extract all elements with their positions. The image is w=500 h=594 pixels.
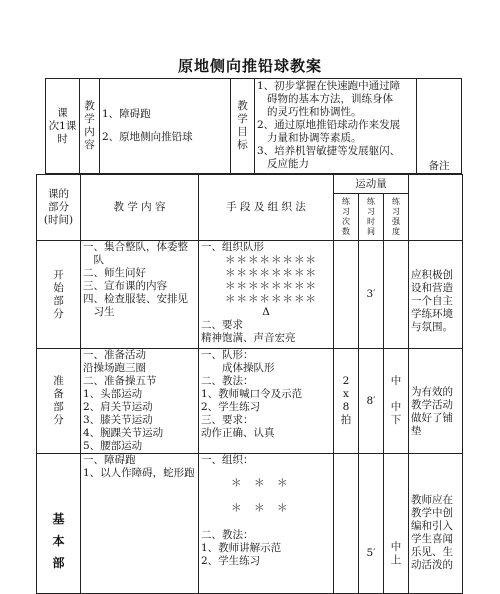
lesson-table bbox=[36, 174, 463, 594]
note-column-header bbox=[409, 175, 463, 241]
intensity-cell bbox=[384, 241, 409, 349]
note-cell: 应积极创 设和营造 一个自主 学练环境 与氛围。 bbox=[409, 241, 463, 349]
practice-duration-header: 练 习 时 间 bbox=[359, 194, 384, 241]
method-column-header: 手 段 及 组 织 法 bbox=[199, 175, 334, 241]
content-cell: 一、集合整队，体委整 队 二、师生问好 三、宣布课的内容 四、检查服装、安排见 习生 bbox=[81, 241, 199, 349]
table-row bbox=[37, 349, 463, 454]
times-cell bbox=[334, 454, 359, 594]
table-row bbox=[37, 454, 463, 594]
intensity-cell: 中 上 bbox=[384, 454, 409, 594]
method-cell: 一、组织： ＊ ＊ ＊ ＊ ＊ ＊ 二、教法： 1、教师讲解示范 2、学生练习 bbox=[199, 454, 334, 594]
note-cell: 为有效的 教学活动 做好了铺 垫 bbox=[409, 349, 463, 454]
class-hours-label: 课 次1课 时 bbox=[46, 79, 80, 174]
practice-times-header: 练 习 次 数 bbox=[334, 194, 359, 241]
teaching-content-label: 教 学 内 容 bbox=[80, 79, 100, 174]
header-table bbox=[45, 78, 462, 174]
teaching-content: 1、障碍跑 2、原地侧向推铅球 bbox=[100, 79, 231, 174]
exercise-load-header: 运动量 bbox=[334, 175, 409, 194]
method-cell: 一、组织队形 ＊＊＊＊＊＊＊＊ ＊＊＊＊＊＊＊＊ ＊＊＊＊＊＊＊＊ ＊＊＊＊＊＊＊＊ Δ 二、要求 精神饱满、声音宏亮 bbox=[199, 241, 334, 349]
part-column-header: 课的 部分 (时间) bbox=[37, 175, 81, 241]
practice-intensity-header: 练 习 强 度 bbox=[384, 194, 409, 241]
content-cell: 一、障碍跑 1、以人作障碍，蛇形跑 bbox=[81, 454, 199, 594]
duration-cell: 5′ bbox=[359, 454, 384, 594]
method-cell: 一、队形： 成体操队形 二、教法： 1、教师喊口令及示范 2、学生练习 三、要求： 动作正确、认真 bbox=[199, 349, 334, 454]
times-cell: 2 x 8 拍 bbox=[334, 349, 359, 454]
part-label: 准 备 部 分 bbox=[37, 349, 81, 454]
document-title: 原地侧向推铅球教案 bbox=[177, 57, 322, 75]
teacher-marker: Δ bbox=[262, 306, 270, 318]
content-column-header: 教 学 内 容 bbox=[81, 175, 199, 241]
remark-label: 备注 bbox=[417, 79, 462, 174]
times-cell bbox=[334, 241, 359, 349]
part-label: 开 始 部 分 bbox=[37, 241, 81, 349]
duration-cell: 8′ bbox=[359, 349, 384, 454]
note-cell: 教师应在 教学中创 编和引入 学生喜闻 乐见、生 动活泼的 bbox=[409, 454, 463, 594]
part-label: 基 本 部 bbox=[37, 454, 81, 594]
intensity-cell: 中 中 下 bbox=[384, 349, 409, 454]
content-cell: 一、准备活动 沿操场跑三圈 二、准备操五节 1、头部运动 2、肩关节运动 3、膝关节运动 4、腕踝关节运动 5、腰部运动 bbox=[81, 349, 199, 454]
teaching-goals-label: 教 学 目 标 bbox=[231, 79, 255, 174]
teaching-goals: 1、初步掌握在快速跑中通过障 碍物的基本方法，训练身体 的灵巧性和协调性。 2、通过原地推铅球动作来发展 力量和协调等素质。 3、培养机智敏捷等发展躯闪、 反应能力 bbox=[255, 79, 417, 174]
duration-cell: 3′ bbox=[359, 241, 384, 349]
table-row bbox=[37, 241, 463, 349]
